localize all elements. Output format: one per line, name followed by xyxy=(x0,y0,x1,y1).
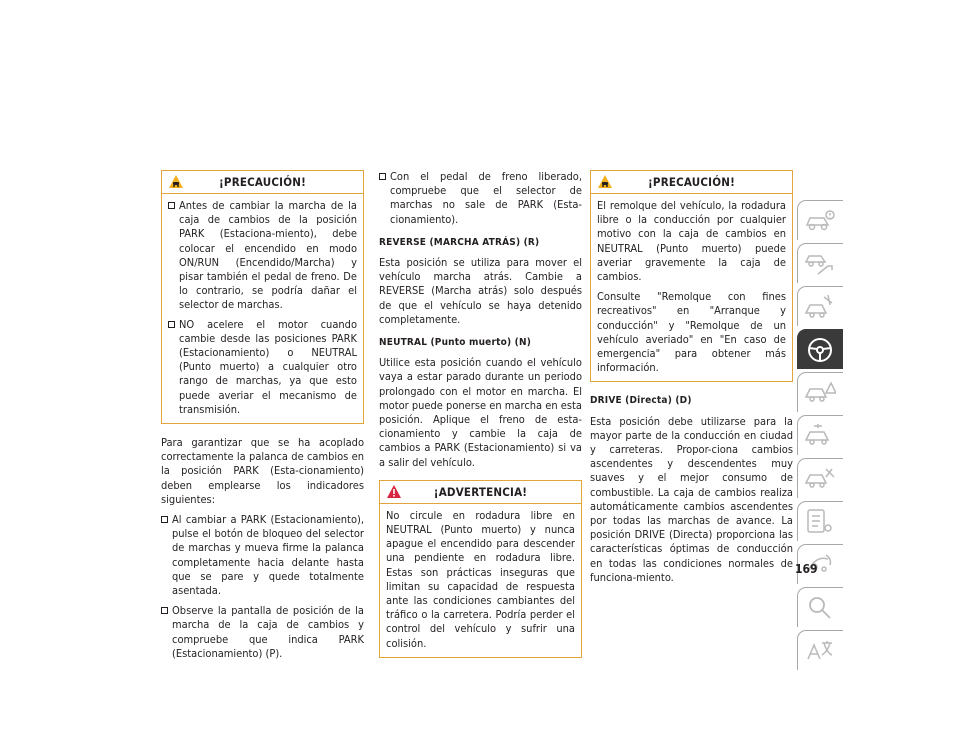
caution-car-icon xyxy=(168,174,184,189)
car-info-icon xyxy=(804,207,836,233)
caution-box-left xyxy=(161,170,364,424)
reverse-heading: REVERSE (MARCHA ATRÁS) (R) xyxy=(379,236,540,248)
caution-list xyxy=(168,199,357,417)
reverse-paragraph: Esta posición se utiliza para mover el vehículo marcha atrás. Cambie a REVERSE (Marcha atrás) solo después de que el vehículo se haya detenido completamente. xyxy=(379,256,582,326)
car-service-icon xyxy=(804,465,836,491)
caution-paragraph: Consulte "Remolque con fines recreativos" en "Arranque y conducción" y "Remolque de un vehículo averiado" en "En caso de emergencia" para obtener más información. xyxy=(597,290,786,375)
caution-body xyxy=(591,194,792,381)
tab-car-keys[interactable] xyxy=(797,243,843,283)
caution-car-icon xyxy=(597,174,613,189)
tab-specifications[interactable] xyxy=(797,501,843,541)
park-check-list xyxy=(161,513,364,661)
warning-box xyxy=(379,480,582,658)
column-left xyxy=(161,170,364,661)
list-item: Antes de cambiar la marcha de la caja de cambios de la posición PARK (Estaciona-miento), debe colocar el encendido en modo ON/RUN (Encendido/Marcha) y pisar también el pedal de freno. De lo contrario, se podría dañar el selector de marchas. xyxy=(168,199,357,313)
tab-car-controls[interactable] xyxy=(797,286,843,326)
tab-languages[interactable] xyxy=(797,630,843,670)
page-number: 169 xyxy=(795,562,818,576)
tab-index[interactable] xyxy=(797,587,843,627)
column-right xyxy=(590,170,793,591)
warning-text: No circule en rodadura libre en NEUTRAL (Punto muerto) y nunca apague el encendido para descender una pendiente en rodadura libre. Estas son prácticas inseguras que limitan su capacidad de respuesta ante las condiciones cambiantes del tráfico o la carretera. Podría perder el control del vehículo y sufrir una colisión. xyxy=(386,508,575,650)
car-emergency-icon xyxy=(804,422,836,448)
warning-title: ¡ADVERTENCIA! xyxy=(433,484,528,499)
park-check-list-continued xyxy=(379,170,582,227)
caution-title: ¡PRECAUCIÓN! xyxy=(648,175,735,189)
warning-triangle-icon xyxy=(386,484,402,499)
car-controls-icon xyxy=(804,293,836,319)
caution-box-right xyxy=(590,170,793,382)
drive-paragraph: Esta posición debe utilizarse para la mayor parte de la conducción en ciudad y carreteras. Propor-ciona cambios ascendentes y descendentes muy suaves y el mejor consumo de combustible. La caja de cambios realiza automáticamente cambios ascendentes por todas las marchas de avance. La posición DRIVE (Directa) proporciona las características óptimas de conducción en todas las condiciones normales de funciona-miento. xyxy=(590,414,793,584)
tab-car-info[interactable] xyxy=(797,200,843,240)
car-keys-icon xyxy=(804,250,836,276)
list-item: Observe la pantalla de posición de la marcha de la caja de cambios y compruebe que indica PARK (Estacionamiento) (P). xyxy=(161,604,364,661)
caution-header xyxy=(591,171,792,194)
list-item: Con el pedal de freno liberado, compruebe que el selector de marchas no sale de PARK (Esta-cionamiento). xyxy=(379,170,582,227)
warning-header xyxy=(380,481,581,504)
tab-car-warning[interactable] xyxy=(797,372,843,412)
tab-starting-and-operating[interactable] xyxy=(797,329,843,369)
intro-paragraph: Para garantizar que se ha acoplado correctamente la palanca de cambios en la posición PARK (Esta-cionamiento) deben emplearse los indicadores siguientes: xyxy=(161,436,364,506)
column-middle xyxy=(379,170,582,670)
car-warning-icon xyxy=(804,379,836,405)
drive-heading: DRIVE (Directa) (D) xyxy=(590,395,692,407)
index-search-icon xyxy=(804,594,836,620)
caution-body xyxy=(162,194,363,423)
steering-wheel-icon xyxy=(804,336,836,364)
languages-icon xyxy=(804,637,836,663)
tab-car-service[interactable] xyxy=(797,458,843,498)
neutral-heading: NEUTRAL (Punto muerto) (N) xyxy=(379,337,532,349)
warning-body xyxy=(380,504,581,657)
chapter-tabs xyxy=(797,200,843,673)
specifications-icon xyxy=(804,508,836,534)
list-item: NO acelere el motor cuando cambie desde las posiciones PARK (Estacionamiento) o NEUTRAL (Punto muerto) a cualquier otro rango de marchas, ya que esto puede averiar el mecanismo de transmisión. xyxy=(168,318,357,417)
neutral-paragraph: Utilice esta posición cuando el vehículo vaya a estar parado durante un periodo prolongado con el motor en marcha. El motor puede ponerse en marcha en esta posición. Aplique el freno de esta-cionamiento y cambie la caja de cambios a PARK (Estacionamiento) si va a salir del vehículo. xyxy=(379,356,582,469)
tab-car-emergency[interactable] xyxy=(797,415,843,455)
list-item: Al cambiar a PARK (Estacionamiento), pulse el botón de bloqueo del selector de marchas y mueva firme la palanca completamente hacia delante hasta que se pare y quede totalmente asentada. xyxy=(161,513,364,598)
caution-title: ¡PRECAUCIÓN! xyxy=(219,175,306,189)
caution-header xyxy=(162,171,363,194)
caution-paragraph: El remolque del vehículo, la rodadura libre o la conducción por cualquier motivo con la caja de cambios en NEUTRAL (Punto muerto) puede averiar gravemente la caja de cambios. xyxy=(597,199,786,284)
